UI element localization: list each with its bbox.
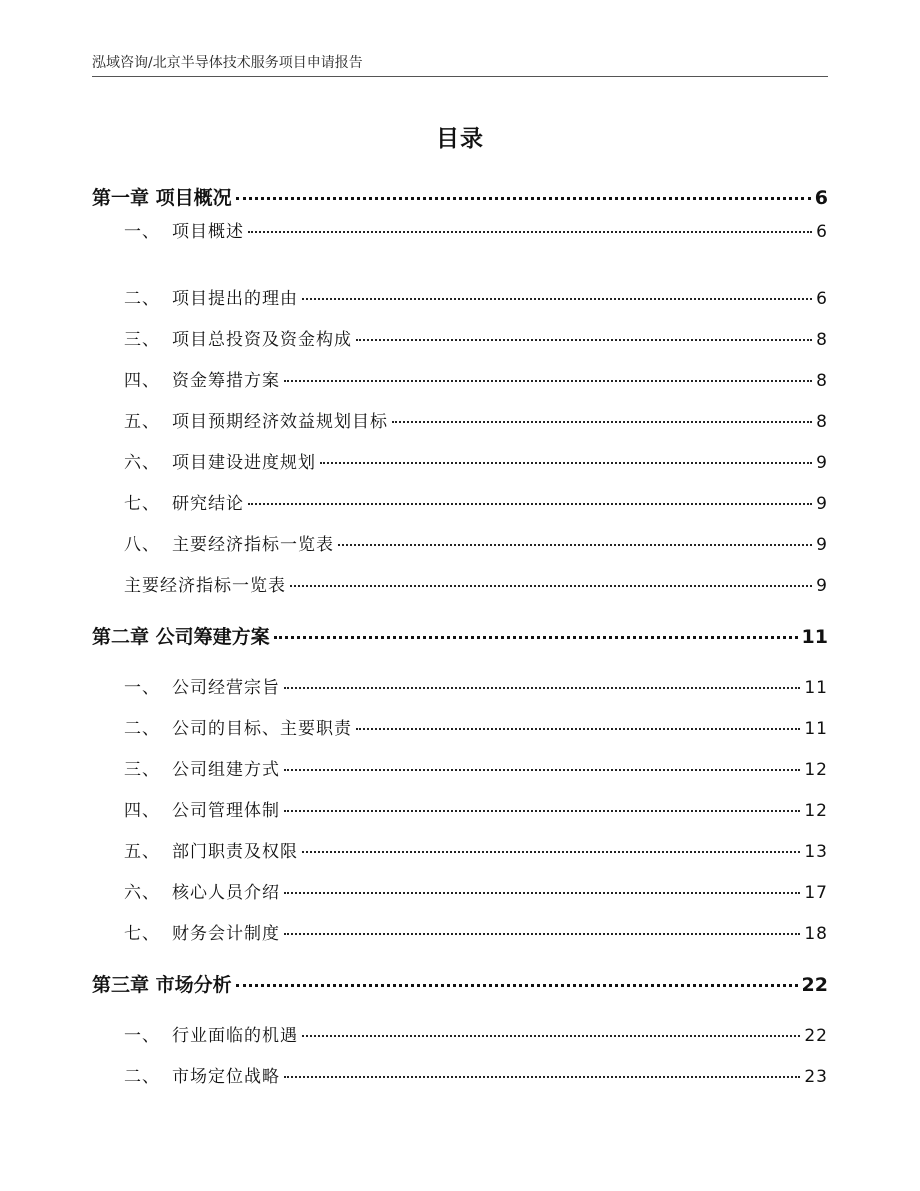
section-number: 七、 <box>124 494 160 514</box>
toc-entry-label: 公司的目标、主要职责 <box>172 719 352 739</box>
toc-page-number: 6 <box>816 222 828 242</box>
leader-dots <box>248 503 812 505</box>
toc-page-number: 8 <box>816 330 828 350</box>
leader-dots <box>284 380 812 382</box>
leader-dots <box>248 231 812 233</box>
leader-dots <box>274 636 798 639</box>
toc-page-number: 6 <box>814 187 828 209</box>
running-header: 泓域咨询/北京半导体技术服务项目申请报告 <box>92 55 363 71</box>
toc-section[interactable] <box>124 1062 828 1092</box>
toc-page-number: 18 <box>804 924 828 944</box>
toc-chapter-1[interactable] <box>92 183 828 213</box>
leader-dots <box>392 421 812 423</box>
leader-dots <box>290 585 812 587</box>
leader-dots <box>284 769 800 771</box>
leader-dots <box>284 892 800 894</box>
toc-page-number: 17 <box>804 883 828 903</box>
section-number: 五、 <box>124 842 160 862</box>
leader-dots <box>236 984 798 987</box>
toc-section[interactable] <box>124 919 828 949</box>
toc-entry-label: 公司管理体制 <box>172 801 280 821</box>
toc-entry-label: 财务会计制度 <box>172 924 280 944</box>
toc-page-number: 9 <box>816 494 828 514</box>
toc-entry-label: 第二章 公司筹建方案 <box>92 626 270 648</box>
toc-section[interactable] <box>124 714 828 744</box>
toc-entry-label: 项目预期经济效益规划目标 <box>172 412 388 432</box>
toc-section[interactable] <box>124 755 828 785</box>
toc-page-number: 11 <box>801 626 828 648</box>
header-rule <box>92 76 828 77</box>
toc-entry-label: 公司经营宗旨 <box>172 678 280 698</box>
section-number: 二、 <box>124 1067 160 1087</box>
toc-entry-label: 主要经济指标一览表 <box>172 535 334 555</box>
toc-section[interactable] <box>124 673 828 703</box>
toc-page-number: 11 <box>804 678 828 698</box>
toc-chapter-2[interactable] <box>92 622 828 652</box>
toc-entry-label: 部门职责及权限 <box>172 842 298 862</box>
leader-dots <box>284 1076 800 1078</box>
leader-dots <box>338 544 812 546</box>
toc-section[interactable] <box>124 325 828 355</box>
leader-dots <box>284 687 800 689</box>
section-number: 七、 <box>124 924 160 944</box>
section-number: 四、 <box>124 371 160 391</box>
toc-page-number: 9 <box>816 576 828 596</box>
leader-dots <box>302 298 812 300</box>
toc-entry-label: 行业面临的机遇 <box>172 1026 298 1046</box>
toc-entry-label: 资金筹措方案 <box>172 371 280 391</box>
leader-dots <box>356 728 800 730</box>
toc-page-number: 23 <box>804 1067 828 1087</box>
toc-page-number: 9 <box>816 535 828 555</box>
section-number: 三、 <box>124 330 160 350</box>
toc-section[interactable] <box>124 217 828 247</box>
toc-page-number: 6 <box>816 289 828 309</box>
toc-page-number: 9 <box>816 453 828 473</box>
section-number: 三、 <box>124 760 160 780</box>
toc-page-number: 12 <box>804 760 828 780</box>
leader-dots <box>320 462 812 464</box>
toc-entry-label: 项目提出的理由 <box>172 289 298 309</box>
toc-entry-label: 项目概述 <box>172 222 244 242</box>
toc-section[interactable] <box>124 1021 828 1051</box>
toc-page-number: 22 <box>804 1026 828 1046</box>
section-number: 一、 <box>124 222 160 242</box>
toc-page-number: 13 <box>804 842 828 862</box>
section-number: 四、 <box>124 801 160 821</box>
toc-section[interactable] <box>124 366 828 396</box>
section-number: 六、 <box>124 883 160 903</box>
leader-dots <box>302 851 800 853</box>
toc-section[interactable] <box>124 489 828 519</box>
toc-page-number: 8 <box>816 412 828 432</box>
section-number: 八、 <box>124 535 160 555</box>
toc-page-number: 12 <box>804 801 828 821</box>
toc-entry-label: 市场定位战略 <box>172 1067 280 1087</box>
section-number: 五、 <box>124 412 160 432</box>
toc-section[interactable] <box>124 796 828 826</box>
section-number: 二、 <box>124 719 160 739</box>
toc-section[interactable] <box>124 571 828 601</box>
toc-section[interactable] <box>124 284 828 314</box>
leader-dots <box>284 810 800 812</box>
leader-dots <box>284 933 800 935</box>
toc-section[interactable] <box>124 837 828 867</box>
toc-section[interactable] <box>124 407 828 437</box>
toc-entry-label: 核心人员介绍 <box>172 883 280 903</box>
toc-entry-label: 项目建设进度规划 <box>172 453 316 473</box>
toc-page-number: 11 <box>804 719 828 739</box>
toc-section[interactable] <box>124 878 828 908</box>
toc-entry-label: 第三章 市场分析 <box>92 974 232 996</box>
toc-chapter-3[interactable] <box>92 970 828 1000</box>
section-number: 二、 <box>124 289 160 309</box>
section-number: 一、 <box>124 678 160 698</box>
leader-dots <box>302 1035 800 1037</box>
toc-entry-label: 主要经济指标一览表 <box>124 576 286 596</box>
toc-section[interactable] <box>124 448 828 478</box>
toc-entry-label: 项目总投资及资金构成 <box>172 330 352 350</box>
section-number: 六、 <box>124 453 160 473</box>
leader-dots <box>356 339 812 341</box>
toc-page-number: 8 <box>816 371 828 391</box>
leader-dots <box>236 197 811 200</box>
toc-section[interactable] <box>124 530 828 560</box>
toc-entry-label: 研究结论 <box>172 494 244 514</box>
toc-entry-label: 第一章 项目概况 <box>92 187 232 209</box>
section-number: 一、 <box>124 1026 160 1046</box>
toc-title: 目录 <box>436 126 484 152</box>
toc-page-number: 22 <box>801 974 828 996</box>
toc-entry-label: 公司组建方式 <box>172 760 280 780</box>
